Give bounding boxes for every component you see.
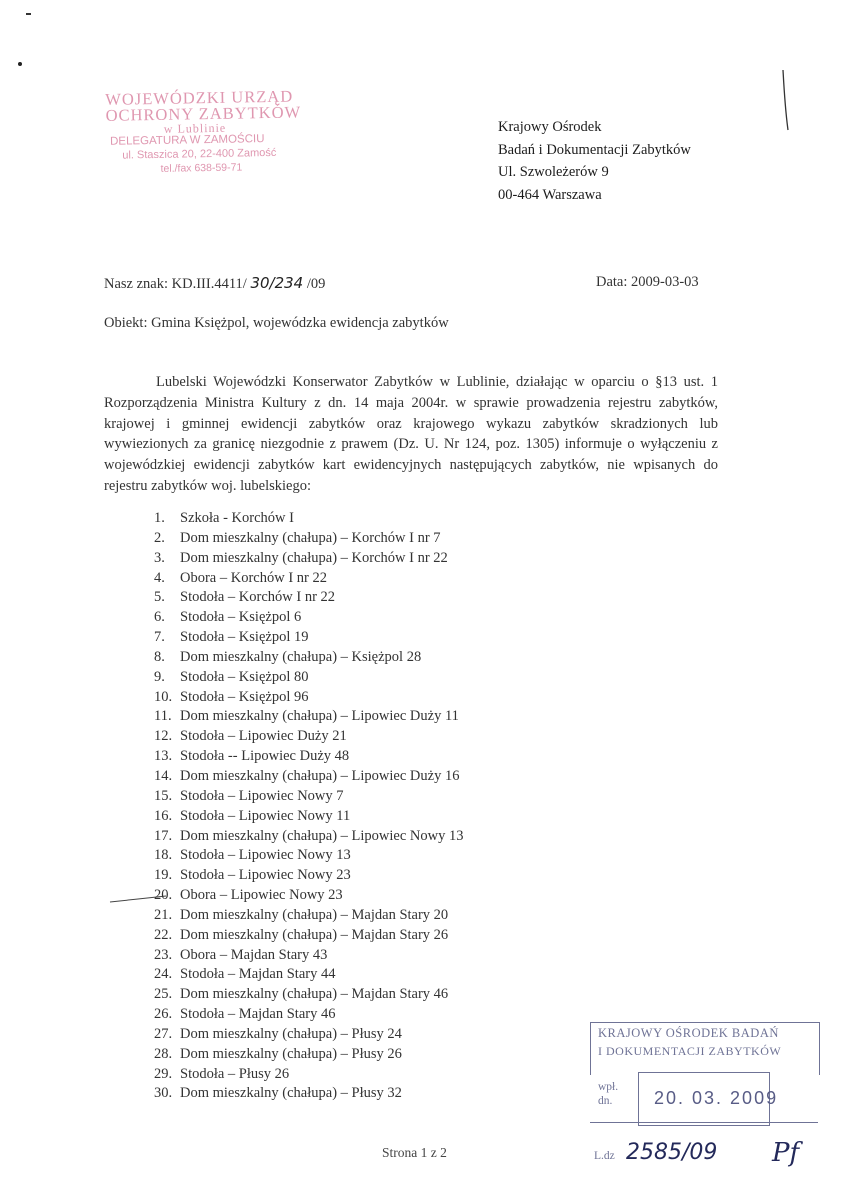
list-item-number: 15. — [154, 787, 173, 804]
receipt-stamp — [590, 1022, 818, 1172]
list-item-number: 5. — [154, 589, 165, 606]
stamp-divider — [590, 1122, 818, 1123]
list-item-number: 22. — [154, 926, 173, 943]
list-item-text: Obora – Lipowiec Nowy 23 — [180, 887, 343, 904]
pen-mark-right — [780, 68, 792, 132]
list-item-number: 13. — [154, 748, 173, 765]
list-item-number: 4. — [154, 569, 165, 586]
list-item-text: Stodoła -- Lipowiec Duży 48 — [180, 748, 350, 765]
list-item-text: Dom mieszkalny (chałupa) – Majdan Stary 26 — [180, 926, 449, 943]
list-item-number: 26. — [154, 1006, 173, 1023]
list-item-number: 7. — [154, 629, 165, 646]
list-item — [154, 707, 463, 727]
list-item-number: 6. — [154, 609, 165, 626]
list-item-text: Stodoła – Księżpol 6 — [180, 609, 302, 626]
list-item-number: 21. — [154, 906, 173, 923]
list-item — [154, 946, 463, 966]
list-item — [154, 727, 463, 747]
list-item — [154, 529, 463, 549]
stamp-ldz-label: L.dz — [594, 1150, 615, 1162]
addressee-line: 00-464 Warszawa — [498, 186, 602, 203]
list-item — [154, 688, 463, 708]
list-item-text: Dom mieszkalny (chałupa) – Korchów I nr 7 — [180, 529, 441, 546]
list-item — [154, 985, 463, 1005]
list-item — [154, 787, 463, 807]
list-item-number: 14. — [154, 767, 173, 784]
stamp-line: tel./fax 638-59-71 — [160, 161, 243, 175]
addressee-block — [498, 116, 691, 206]
list-item-text: Stodoła – Księżpol 19 — [180, 629, 309, 646]
list-item-text: Szkoła - Korchów I — [180, 510, 294, 526]
list-item-text: Dom mieszkalny (chałupa) – Lipowiec Duży 11 — [180, 708, 459, 725]
list-item-text: Stodoła – Lipowiec Nowy 7 — [180, 787, 344, 804]
list-item-text: Dom mieszkalny (chałupa) – Majdan Stary 20 — [180, 906, 449, 923]
stamp-date: 20. 03. 2009 — [654, 1088, 779, 1108]
list-item-text: Stodoła – Księżpol 80 — [180, 668, 309, 685]
list-item-text: Dom mieszkalny (chałupa) – Majdan Stary 46 — [180, 986, 449, 1003]
stamp-wpl: wpł. — [598, 1081, 619, 1093]
stamp-line: w Lublinie — [163, 120, 227, 136]
list-item-number: 12. — [154, 728, 173, 745]
list-item-number: 19. — [154, 867, 173, 884]
list-item-text: Stodoła – Majdan Stary 44 — [180, 966, 336, 983]
stamp-line: WOJEWÓDZKI URZĄD — [105, 86, 294, 109]
list-item — [154, 549, 463, 569]
list-item-number: 20. — [154, 887, 173, 904]
list-item-text: Stodoła – Majdan Stary 46 — [180, 1006, 336, 1023]
list-item-number: 30. — [154, 1085, 173, 1102]
stamp-line: I DOKUMENTACJI ZABYTKÓW — [598, 1044, 782, 1058]
reference-suffix: /09 — [306, 276, 326, 292]
document-date: Data: 2009-03-03 — [596, 274, 699, 290]
list-item-text: Stodoła – Lipowiec Duży 21 — [180, 728, 347, 745]
list-item — [154, 767, 463, 787]
list-item — [154, 648, 463, 668]
monument-list — [154, 509, 463, 1104]
list-item-number: 23. — [154, 946, 173, 963]
subject-line: Obiekt: Gmina Księżpol, wojewódzka ewidencja zabytków — [104, 315, 449, 331]
list-item-text: Dom mieszkalny (chałupa) – Płusy 26 — [180, 1045, 402, 1062]
stamp-dn: dn. — [598, 1095, 613, 1107]
list-item-text: Dom mieszkalny (chałupa) – Płusy 24 — [180, 1025, 402, 1042]
reference-handwritten: 30/234 — [250, 274, 304, 292]
list-item-number: 10. — [154, 688, 173, 705]
list-item-text: Dom mieszkalny (chałupa) – Lipowiec Nowy 13 — [180, 827, 464, 844]
list-item-number: 18. — [154, 847, 173, 864]
list-item-number: 17. — [154, 827, 173, 844]
reference-label: Nasz znak: KD.III.4411/ — [104, 276, 247, 292]
list-item-number: 9. — [154, 668, 165, 685]
speck — [26, 13, 31, 15]
list-item — [154, 608, 463, 628]
list-item-text: Obora – Majdan Stary 43 — [180, 946, 328, 963]
list-item-text: Dom mieszkalny (chałupa) – Korchów I nr 22 — [180, 549, 448, 566]
list-item-text: Stodoła – Płusy 26 — [180, 1065, 290, 1082]
list-item-number: 28. — [154, 1045, 173, 1062]
list-item — [154, 588, 463, 608]
addressee-line: Krajowy Ośrodek — [498, 119, 602, 135]
list-item-number: 2. — [154, 529, 165, 546]
list-item-number: 24. — [154, 966, 173, 983]
list-item-text: Stodoła – Lipowiec Nowy 11 — [180, 807, 351, 824]
list-item-number: 27. — [154, 1025, 173, 1042]
list-item — [154, 846, 463, 866]
list-item — [154, 1005, 463, 1025]
list-item-number: 29. — [154, 1065, 173, 1082]
list-item — [154, 628, 463, 648]
list-item — [154, 1084, 463, 1104]
list-item-text: Dom mieszkalny (chałupa) – Płusy 32 — [180, 1085, 402, 1102]
list-item — [154, 1065, 463, 1085]
list-item — [154, 886, 463, 906]
stamp-wpl-label — [598, 1080, 618, 1108]
stamp-line: DELEGATURA W ZAMOŚCIU — [109, 133, 265, 148]
list-item — [154, 906, 463, 926]
list-item — [154, 1045, 463, 1065]
list-item — [154, 509, 463, 529]
list-item-text: Stodoła – Korchów I nr 22 — [180, 589, 336, 606]
list-item — [154, 807, 463, 827]
reference-number — [104, 274, 325, 293]
list-item — [154, 668, 463, 688]
addressee-line: Badań i Dokumentacji Zabytków — [498, 141, 691, 158]
stamp-registry-number: 2585/09 — [626, 1140, 718, 1165]
list-item-number: 8. — [154, 648, 165, 665]
list-item — [154, 569, 463, 589]
list-item-text: Dom mieszkalny (chałupa) – Lipowiec Duży 16 — [180, 767, 460, 784]
stamp-line: KRAJOWY OŚRODEK BADAŃ — [598, 1026, 779, 1040]
body-paragraph — [104, 372, 718, 497]
office-stamp-top-left — [91, 86, 333, 188]
page-number: Strona 1 z 2 — [382, 1145, 447, 1160]
list-item — [154, 1025, 463, 1045]
list-item-number: 25. — [154, 986, 173, 1003]
list-item-text: Stodoła – Lipowiec Nowy 23 — [180, 867, 351, 884]
stamp-line: ul. Staszica 20, 22-400 Zamość — [122, 146, 277, 162]
speck — [18, 62, 22, 66]
stamp-line: OCHRONY ZABYTKÓW — [105, 102, 302, 125]
list-item — [154, 866, 463, 886]
list-item — [154, 965, 463, 985]
list-item-number: 16. — [154, 807, 173, 824]
addressee-line: Ul. Szwoleżerów 9 — [498, 164, 609, 180]
body-text: Lubelski Wojewódzki Konserwator Zabytków w Lublinie, działając w oparciu o §13 ust. 1 Rozporządzenia Ministra Kultury z dn. 14 maja 2004r. w sprawie prowadzenia rejestru zabytków, krajowej i gminnej ewidencji zabytków oraz krajowego wykazu zabytków skradzionych lub wywiezionych za granicę niezgodnie z prawem (Dz. U. Nr 124, poz. 1305) informuje o wyłączeniu z wojewódzkiej ewidencji zabytków kart ewidencyjnych następujących zabytków, nie wpisanych do rejestru zabytków woj. lubelskiego: — [104, 374, 718, 494]
list-item-text: Stodoła – Księżpol 96 — [180, 688, 309, 705]
list-item-number: 3. — [154, 549, 165, 566]
list-item-text: Obora – Korchów I nr 22 — [180, 569, 327, 586]
list-item-text: Stodoła – Lipowiec Nowy 13 — [180, 847, 351, 864]
list-item — [154, 747, 463, 767]
list-item — [154, 926, 463, 946]
list-item-number: 1. — [154, 510, 165, 526]
list-item-text: Dom mieszkalny (chałupa) – Księżpol 28 — [180, 648, 422, 665]
stamp-initials: Pf — [772, 1138, 800, 1168]
list-item — [154, 827, 463, 847]
list-item-number: 11. — [154, 708, 172, 725]
